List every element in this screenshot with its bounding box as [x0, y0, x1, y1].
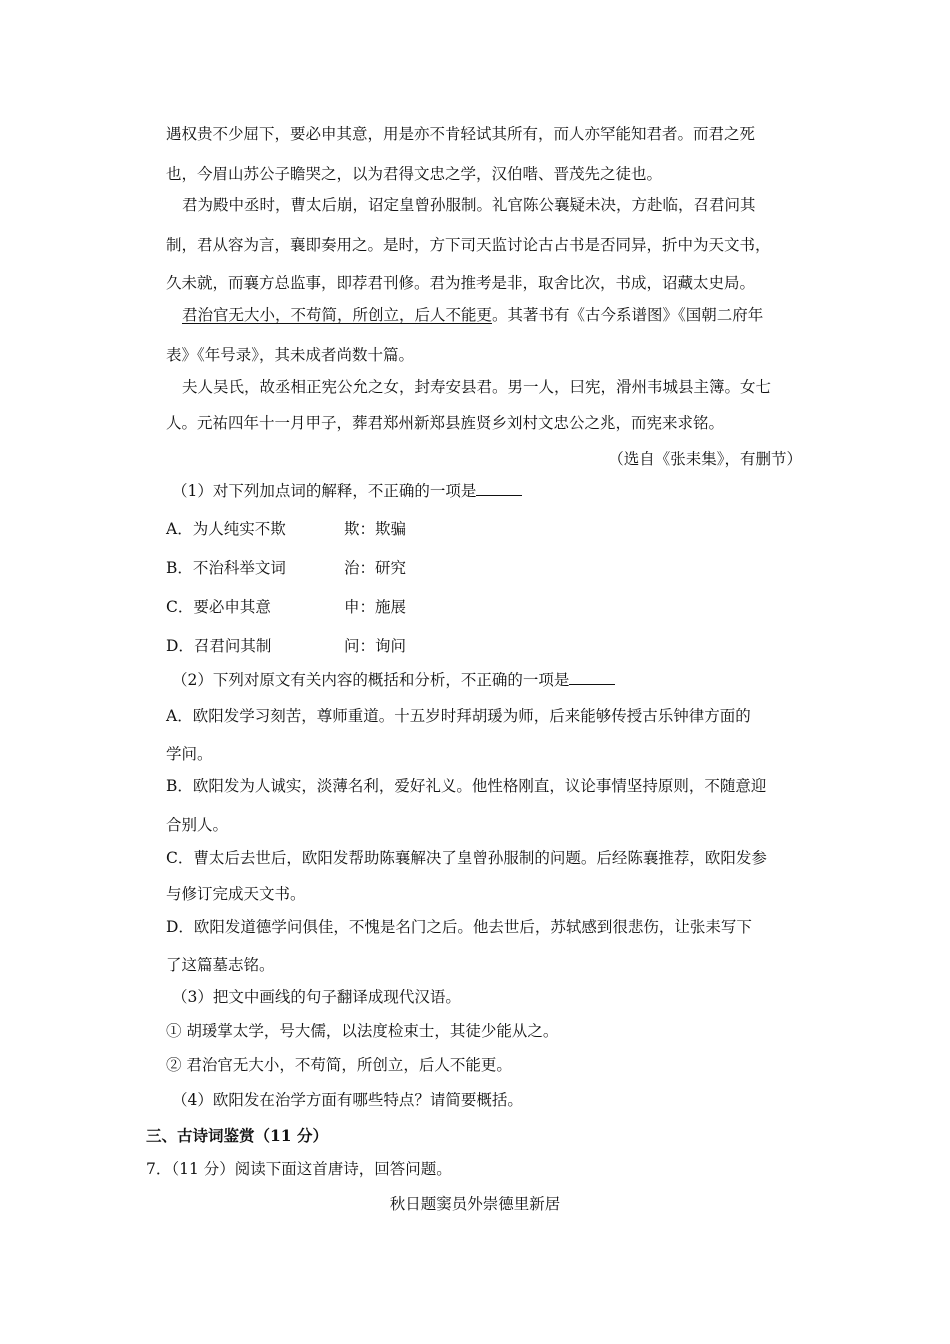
passage-text: 。其著书有《古今系谱图》《国朝二府年: [492, 306, 764, 324]
q3-sentence-2: ② 君治官无大小，不苟简，所创立，后人不能更。: [166, 1056, 512, 1074]
q2-option-a-cont: 学问。: [166, 745, 213, 763]
q1-option-a-gloss: 欺：欺骗: [344, 520, 407, 538]
q1-option-c-gloss: 申：施展: [344, 598, 407, 616]
passage-line: [182, 305, 763, 325]
answer-blank: [569, 670, 615, 685]
passage-source: （选自《张耒集》，有删节）: [608, 450, 802, 468]
passage-line: 久未就，而襄方总监事，即荐君刊修。君为推考是非，取舍比次，书成，诏藏太史局。: [166, 274, 756, 292]
question-1-text: （1）对下列加点词的解释，不正确的一项是: [172, 482, 477, 500]
answer-blank: [476, 481, 522, 496]
q1-option-d-text: D．召君问其制: [166, 637, 272, 655]
passage-line: 制，君从容为言，襄即奏用之。是时，方下司天监讨论古占书是否同异，折中为天文书，: [166, 236, 771, 254]
q1-option-a-text: A．为人纯实不欺: [166, 520, 286, 538]
q1-option-d-gloss: 问：询问: [344, 637, 407, 655]
passage-line: 也，今眉山苏公子瞻哭之，以为君得文忠之学，汉伯喈、晋茂先之徒也。: [166, 165, 663, 183]
q2-option-c: C．曹太后去世后，欧阳发帮助陈襄解决了皇曾孙服制的问题。后经陈襄推荐，欧阳发参: [166, 849, 767, 867]
question-4-stem: （4）欧阳发在治学方面有哪些特点？请简要概括。: [172, 1091, 523, 1109]
q1-option-b-gloss: 治：研究: [344, 559, 407, 577]
q2-option-a: A．欧阳发学习刻苦，尊师重道。十五岁时拜胡瑗为师，后来能够传授古乐钟律方面的: [166, 707, 751, 725]
q2-option-c-cont: 与修订完成天文书。: [166, 885, 306, 903]
poem-title: 秋日题窦员外崇德里新居: [389, 1195, 561, 1213]
q2-option-d-cont: 了这篇墓志铭。: [166, 956, 275, 974]
q2-option-b-cont: 合别人。: [166, 816, 229, 834]
passage-line: 夫人吴氏，故丞相正宪公允之女，封寿安县君。男一人，曰宪，滑州韦城县主簿。女七: [182, 378, 772, 396]
question-3-stem: （3）把文中画线的句子翻译成现代汉语。: [172, 988, 461, 1006]
underlined-sentence: 君治官无大小，不苟简，所创立，后人不能更: [182, 306, 493, 324]
question-2-text: （2）下列对原文有关内容的概括和分析，不正确的一项是: [172, 671, 570, 689]
passage-line: 表》《年号录》，其未成者尚数十篇。: [166, 346, 415, 364]
passage-line: 人。元祐四年十一月甲子，葬君郑州新郑县旌贤乡刘村文忠公之兆，而宪来求铭。: [166, 414, 725, 432]
section-heading: 三、古诗词鉴赏（11 分）: [146, 1126, 328, 1145]
q2-option-b: B．欧阳发为人诚实，淡薄名利，爱好礼义。他性格刚直，议论事情坚持原则，不随意迎: [166, 777, 767, 795]
passage-line: 遇权贵不少屈下，要必申其意，用是亦不肯轻试其所有，而人亦罕能知君者。而君之死: [166, 125, 756, 143]
q2-option-d: D．欧阳发道德学问俱佳，不愧是名门之后。他去世后，苏轼感到很悲伤，让张耒写下: [166, 918, 752, 936]
passage-line: 君为殿中丞时，曹太后崩，诏定皇曾孙服制。礼官陈公襄疑未决，方赴临，召君问其: [182, 196, 756, 214]
question-1-stem: [172, 481, 522, 501]
q1-option-c-text: C．要必申其意: [166, 598, 271, 616]
question-2-stem: [172, 670, 615, 690]
q3-sentence-1: ① 胡瑗掌太学，号大儒，以法度检束士，其徒少能从之。: [166, 1022, 559, 1040]
question-7-stem: 7．（11 分）阅读下面这首唐诗，回答问题。: [146, 1160, 452, 1178]
q1-option-b-text: B．不治科举文词: [166, 559, 286, 577]
